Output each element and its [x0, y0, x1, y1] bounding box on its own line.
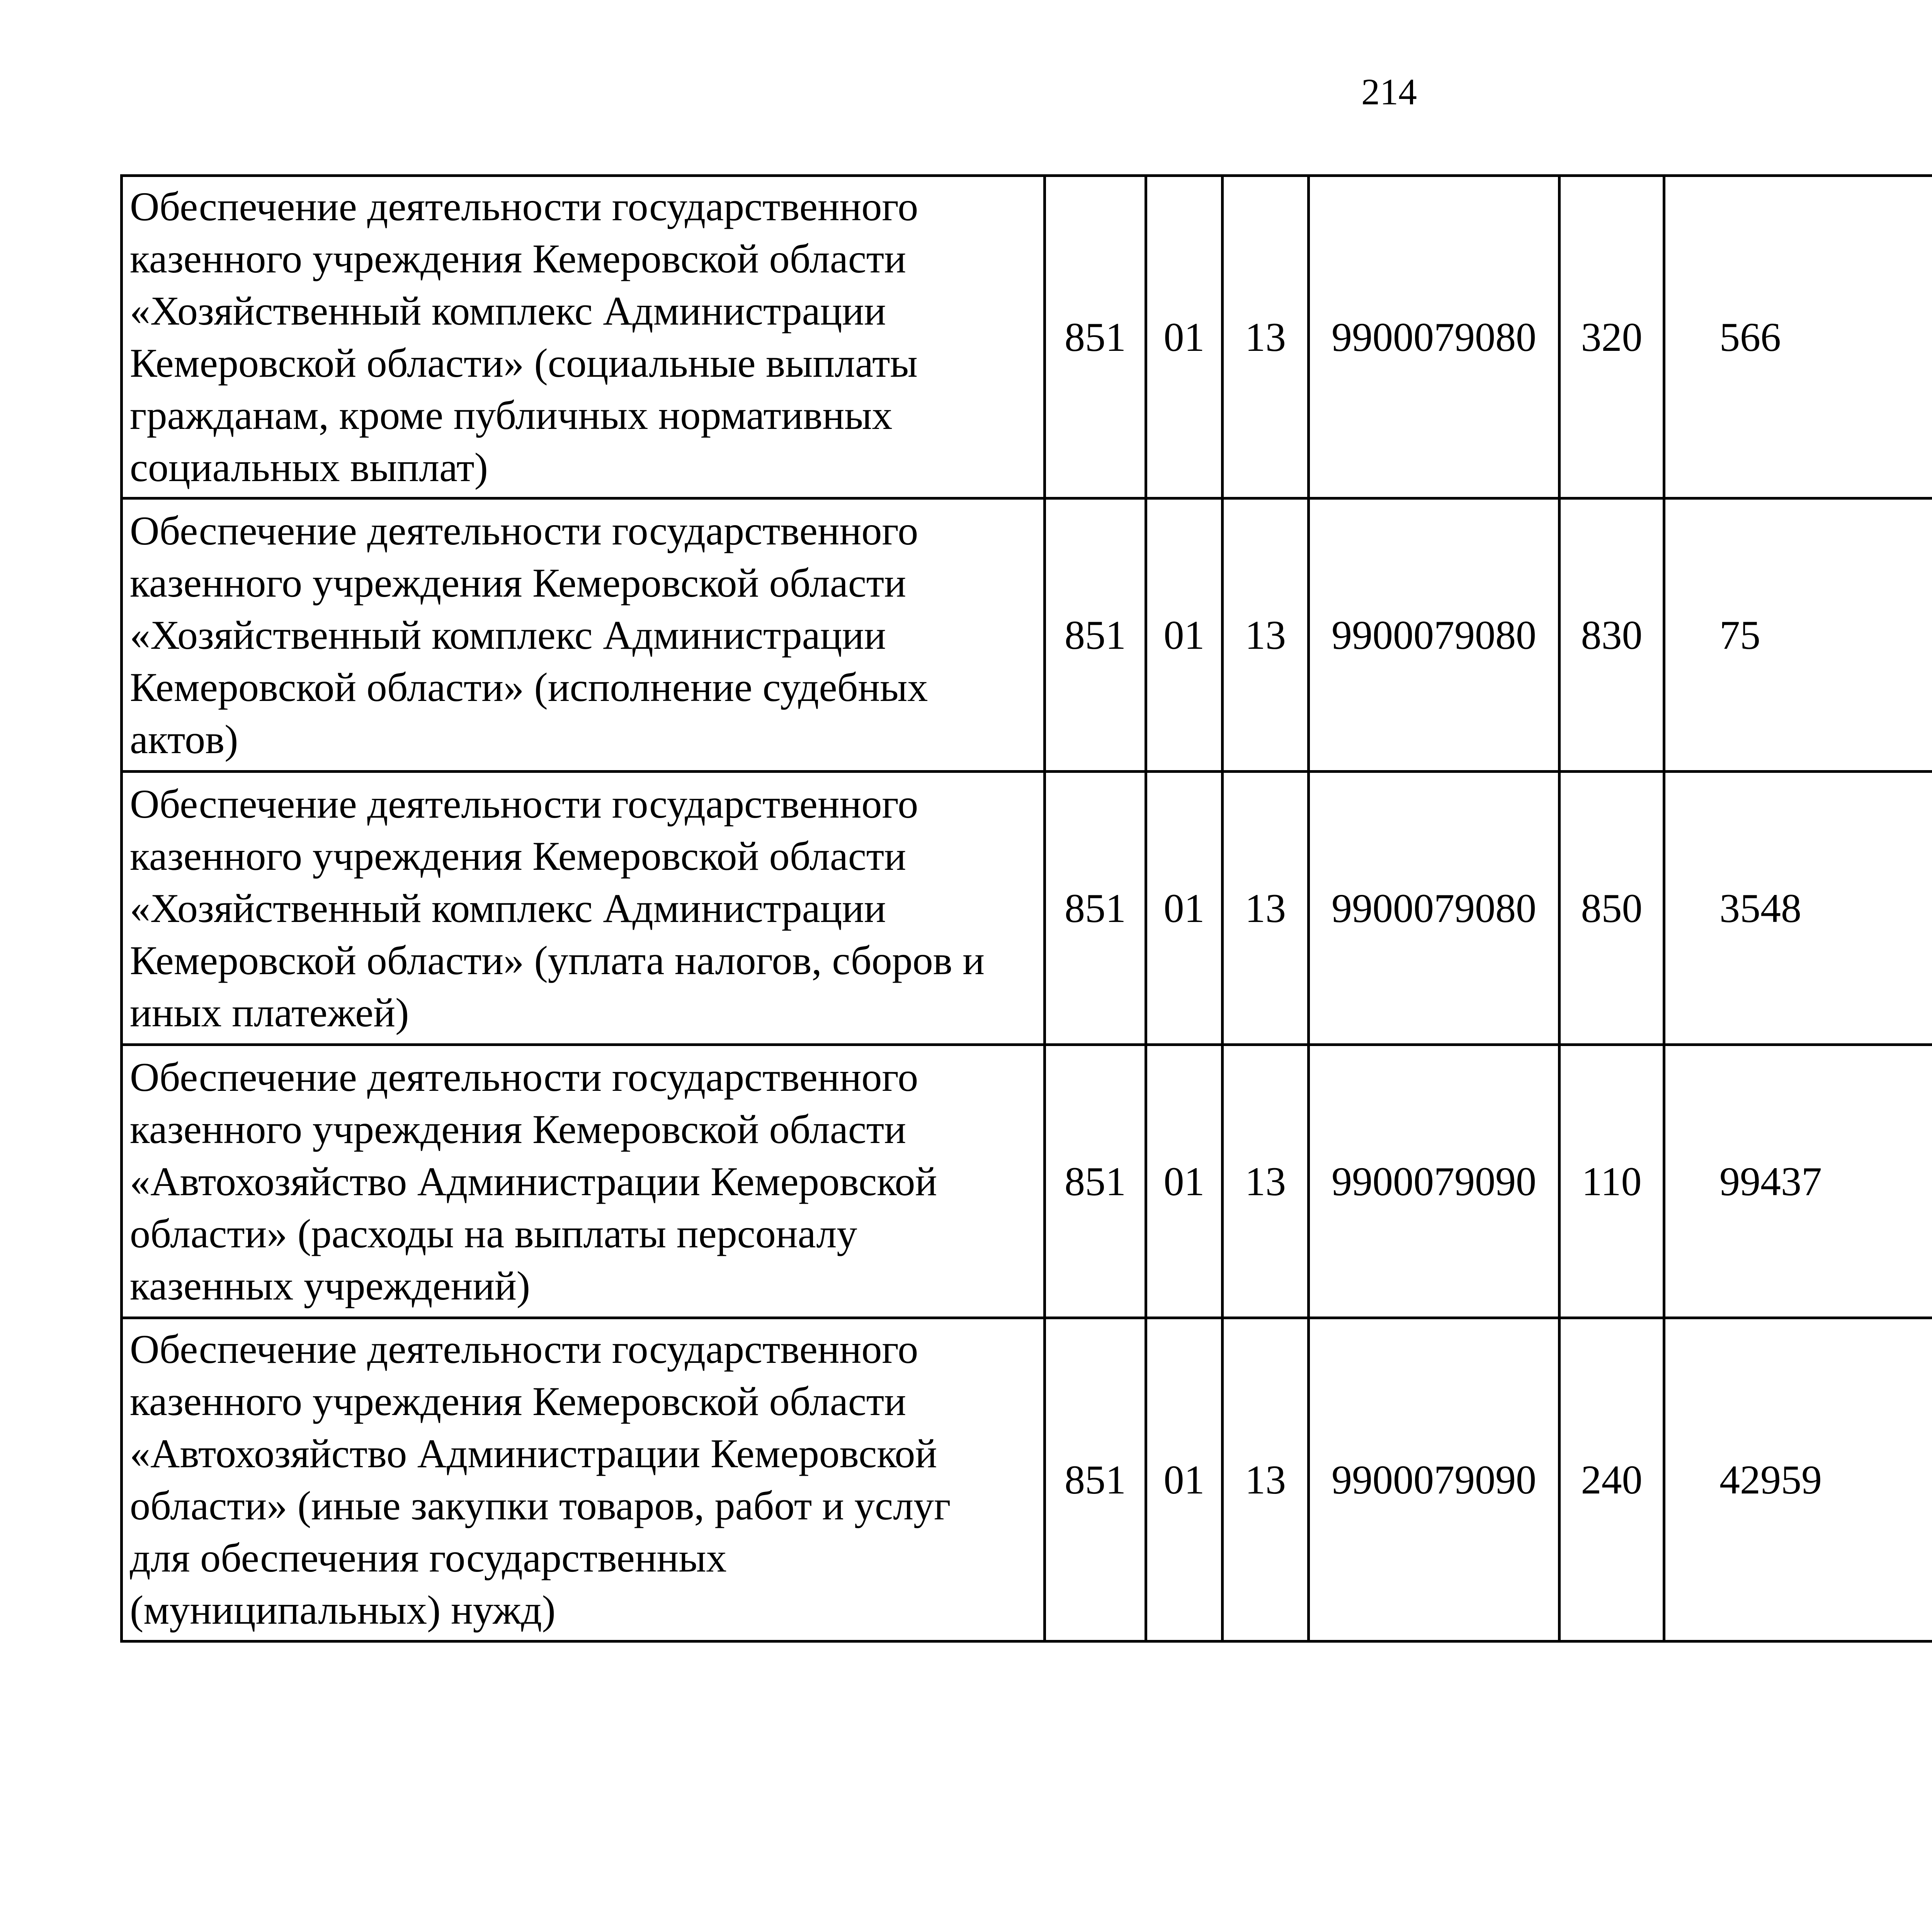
amount-1-cell: 42959 [1664, 1318, 1932, 1641]
subsection-code-cell: 13 [1223, 498, 1309, 772]
section-code-cell: 01 [1146, 772, 1223, 1045]
description-cell [122, 1318, 1045, 1641]
target-article-cell: 9900079090 [1309, 1318, 1560, 1641]
description-cell [122, 498, 1045, 772]
description-line: Обеспечение деятельности государственного [130, 1327, 918, 1372]
section-code-cell: 01 [1146, 1045, 1223, 1318]
description-line: для обеспечения государственных [130, 1535, 727, 1580]
description-cell [122, 772, 1045, 1045]
expense-type-cell: 850 [1560, 772, 1664, 1045]
table-row [122, 772, 1932, 1045]
description-cell [122, 176, 1045, 498]
table-row [122, 1318, 1932, 1641]
page-number: 214 [1361, 71, 1417, 112]
description-line: Кемеровской области» (уплата налогов, сборов и [130, 937, 985, 983]
description-line: казенного учреждения Кемеровской области [130, 560, 906, 606]
description-line: казенного учреждения Кемеровской области [130, 1379, 906, 1424]
target-article-cell: 9900079090 [1309, 1045, 1560, 1318]
table-body [122, 176, 1932, 1641]
ministry-code-cell: 851 [1045, 498, 1146, 772]
table-row [122, 498, 1932, 772]
description-line: казенного учреждения Кемеровской области [130, 236, 906, 281]
description-line: (муниципальных) нужд) [130, 1587, 556, 1633]
description-line: казенных учреждений) [130, 1263, 531, 1308]
subsection-code-cell: 13 [1223, 772, 1309, 1045]
ministry-code-cell: 851 [1045, 176, 1146, 498]
table-row [122, 1045, 1932, 1318]
section-code-cell: 01 [1146, 176, 1223, 498]
ministry-code-cell: 851 [1045, 1318, 1146, 1641]
description-line: Обеспечение деятельности государственного [130, 781, 918, 827]
ministry-code-cell: 851 [1045, 1045, 1146, 1318]
amount-1-cell: 75 [1664, 498, 1932, 772]
target-article-cell: 9900079080 [1309, 176, 1560, 498]
amount-1-cell: 99437 [1664, 1045, 1932, 1318]
amount-1-cell: 566 [1664, 176, 1932, 498]
description-line: Обеспечение деятельности государственного [130, 1054, 918, 1100]
description-line: казенного учреждения Кемеровской области [130, 833, 906, 879]
table-row [122, 176, 1932, 498]
description-line: казенного учреждения Кемеровской области [130, 1106, 906, 1152]
description-line: Кемеровской области» (исполнение судебных [130, 664, 928, 710]
description-line: «Хозяйственный комплекс Администрации [130, 288, 886, 333]
description-line: Обеспечение деятельности государственного [130, 184, 918, 229]
section-code-cell: 01 [1146, 1318, 1223, 1641]
description-line: «Хозяйственный комплекс Администрации [130, 612, 886, 658]
description-line: гражданам, кроме публичных нормативных [130, 393, 893, 438]
description-line: области» (иные закупки товаров, работ и услуг [130, 1483, 951, 1528]
subsection-code-cell: 13 [1223, 1045, 1309, 1318]
subsection-code-cell: 13 [1223, 176, 1309, 498]
description-line: социальных выплат) [130, 445, 488, 490]
description-line: иных платежей) [130, 990, 409, 1035]
expense-type-cell: 110 [1560, 1045, 1664, 1318]
budget-table [120, 174, 1932, 1643]
expense-type-cell: 320 [1560, 176, 1664, 498]
description-cell [122, 1045, 1045, 1318]
description-line: Кемеровской области» (социальные выплаты [130, 340, 918, 386]
description-line: «Хозяйственный комплекс Администрации [130, 885, 886, 931]
description-line: актов) [130, 716, 238, 762]
target-article-cell: 9900079080 [1309, 772, 1560, 1045]
amount-1-cell: 3548 [1664, 772, 1932, 1045]
target-article-cell: 9900079080 [1309, 498, 1560, 772]
expense-type-cell: 240 [1560, 1318, 1664, 1641]
description-line: области» (расходы на выплаты персоналу [130, 1211, 857, 1256]
ministry-code-cell: 851 [1045, 772, 1146, 1045]
description-line: «Автохозяйство Администрации Кемеровской [130, 1158, 937, 1204]
subsection-code-cell: 13 [1223, 1318, 1309, 1641]
section-code-cell: 01 [1146, 498, 1223, 772]
description-line: Обеспечение деятельности государственного [130, 508, 918, 553]
expense-type-cell: 830 [1560, 498, 1664, 772]
description-line: «Автохозяйство Администрации Кемеровской [130, 1431, 937, 1476]
